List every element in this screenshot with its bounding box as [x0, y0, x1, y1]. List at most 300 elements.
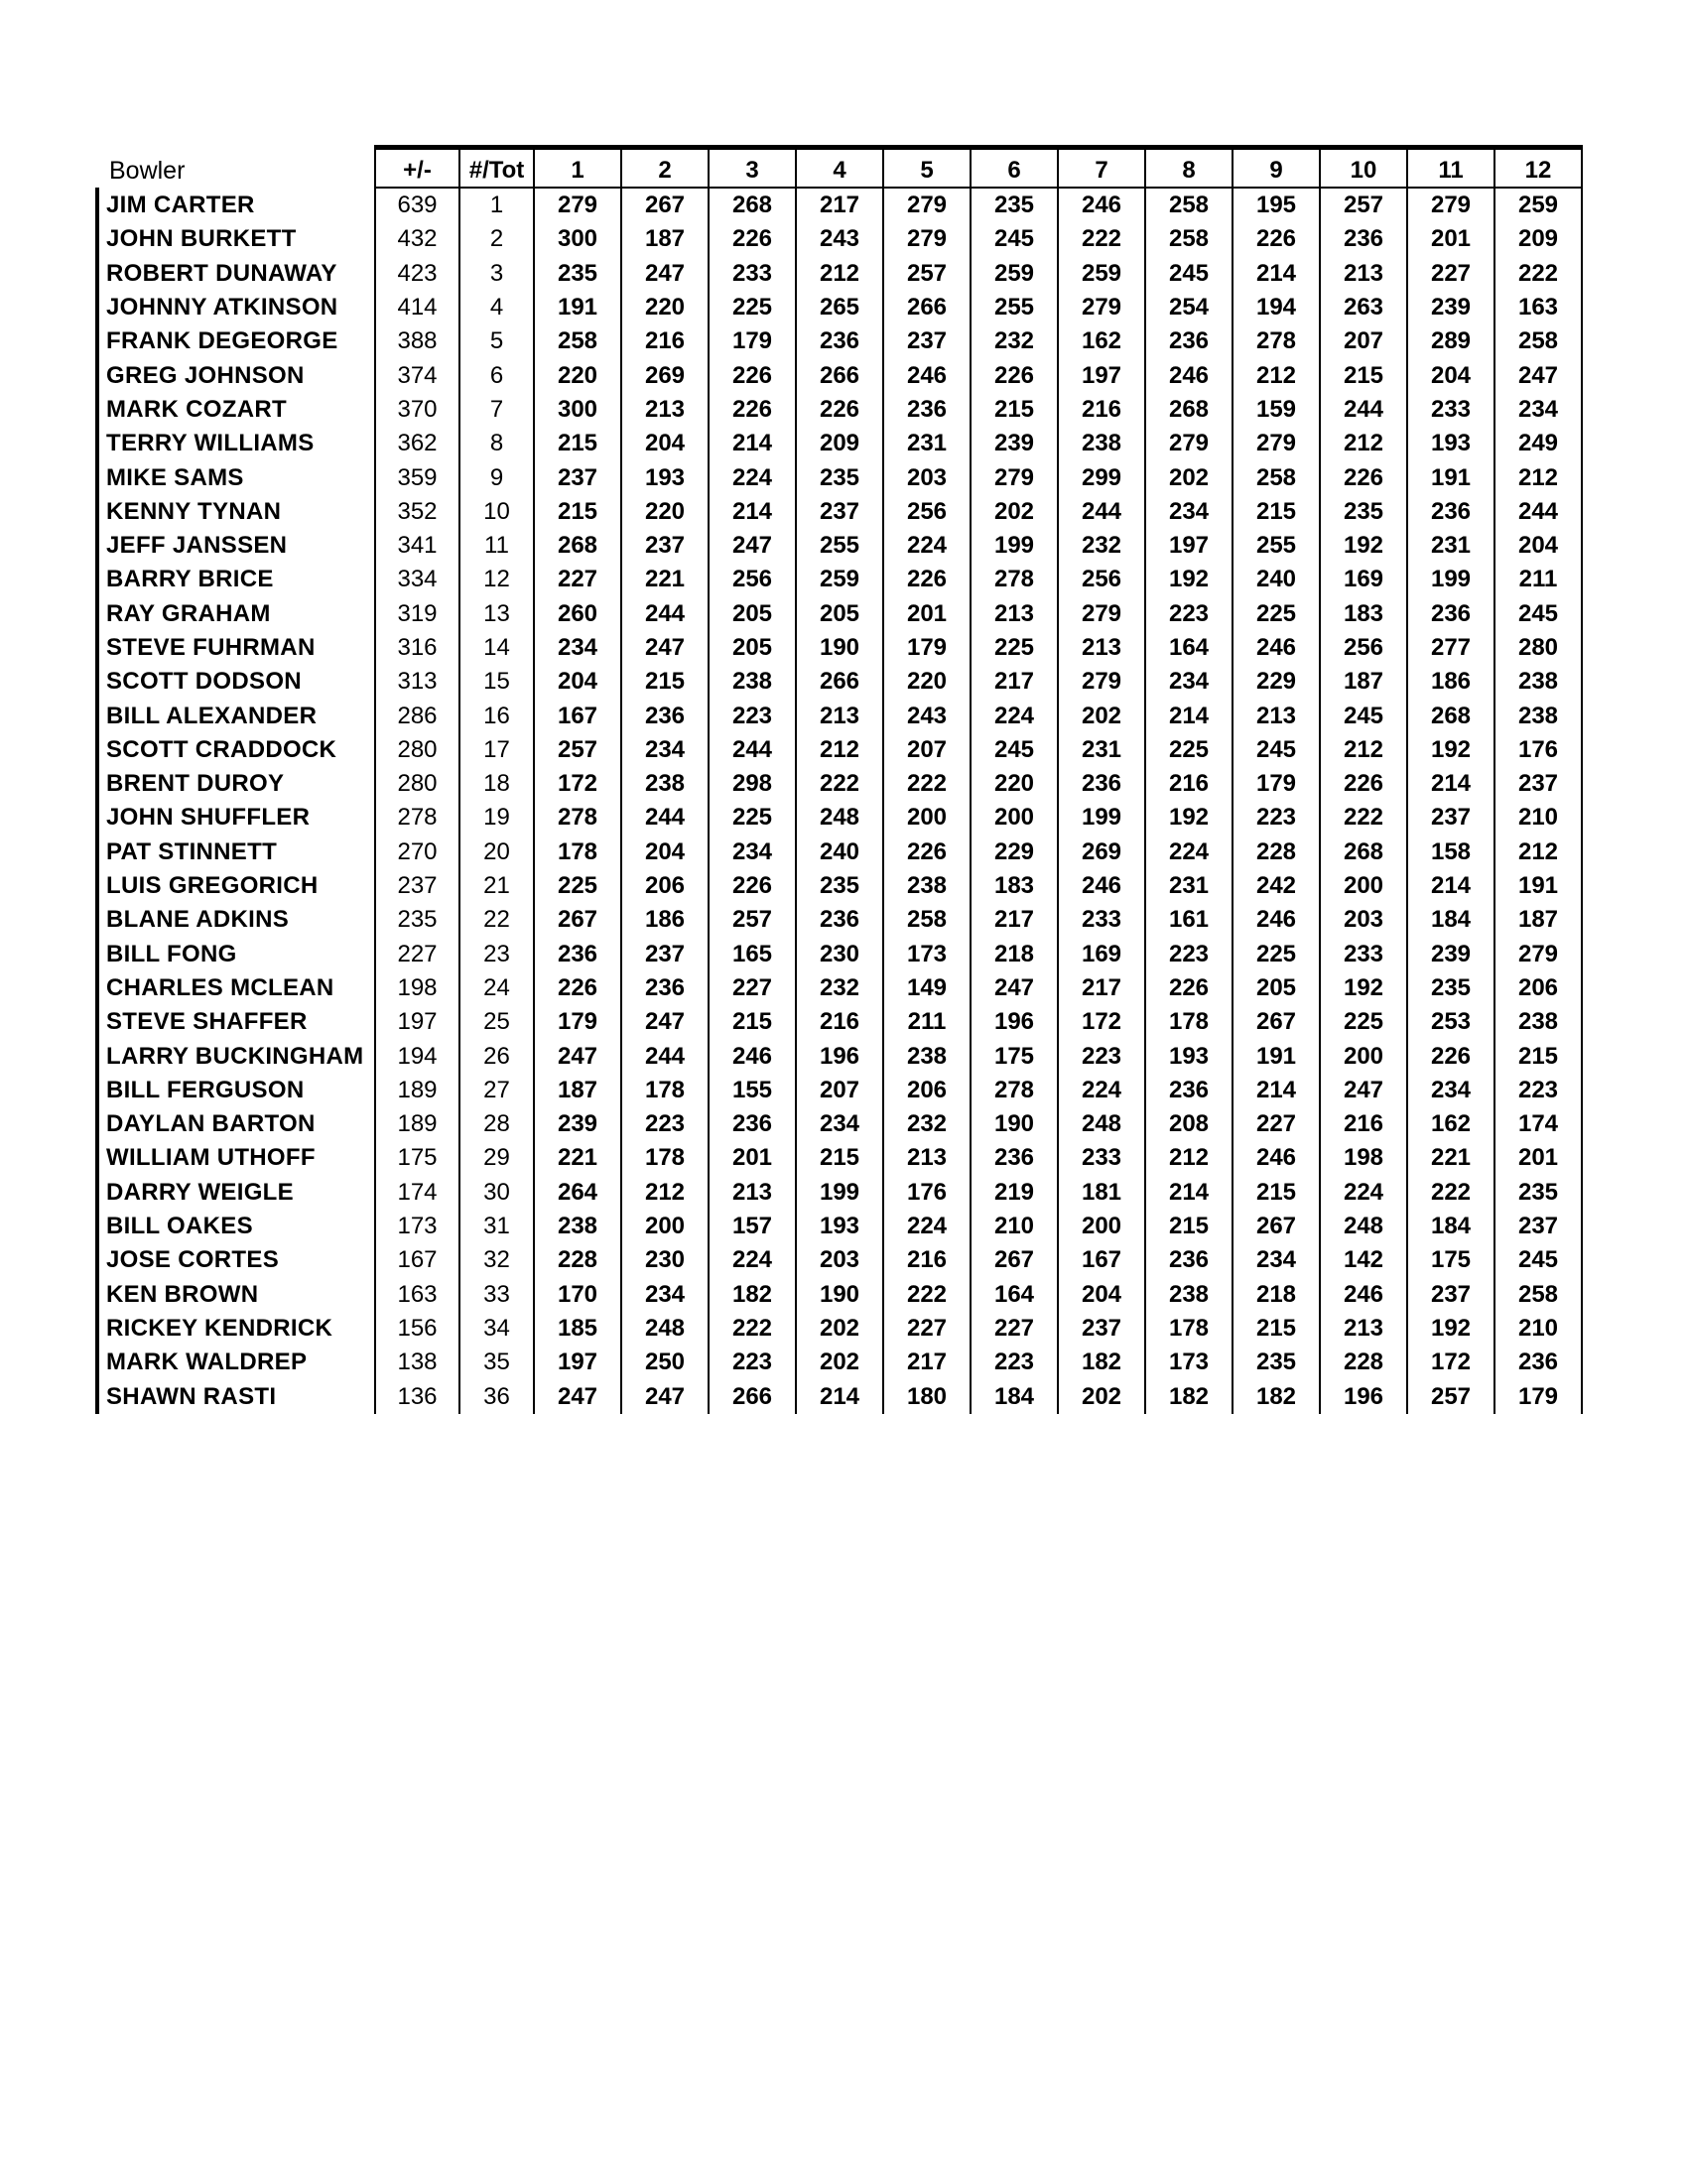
game-score-cell: 279 [1494, 938, 1582, 971]
game-score-cell: 214 [1407, 767, 1494, 801]
game-score-cell: 169 [1058, 938, 1145, 971]
game-score-cell: 226 [709, 393, 796, 427]
game-score-cell: 233 [1320, 938, 1407, 971]
rank-cell: 19 [459, 801, 534, 835]
game-score-cell: 233 [1407, 393, 1494, 427]
game-score-cell: 220 [971, 767, 1058, 801]
game-score-cell: 259 [1494, 188, 1582, 222]
game-score-cell: 212 [796, 733, 883, 767]
game-score-cell: 233 [709, 257, 796, 291]
rank-cell: 11 [459, 529, 534, 563]
table-row [97, 835, 1582, 869]
game-score-cell: 226 [709, 222, 796, 256]
game-score-cell: 258 [1494, 1278, 1582, 1312]
rank-cell: 27 [459, 1074, 534, 1107]
game-score-cell: 258 [883, 903, 971, 937]
game-score-cell: 221 [621, 563, 709, 596]
game-score-cell: 245 [1494, 1243, 1582, 1277]
game-score-cell: 179 [534, 1005, 621, 1039]
game-score-cell: 192 [1145, 563, 1233, 596]
game-score-cell: 234 [1494, 393, 1582, 427]
game-score-cell: 233 [1058, 903, 1145, 937]
game-score-cell: 235 [796, 869, 883, 903]
game-score-cell: 196 [1320, 1379, 1407, 1413]
game-score-cell: 202 [1058, 699, 1145, 732]
game-score-cell: 210 [1494, 1312, 1582, 1346]
game-score-cell: 237 [621, 529, 709, 563]
game-score-cell: 235 [1320, 495, 1407, 529]
game-score-cell: 236 [1145, 1074, 1233, 1107]
bowler-name: DAYLAN BARTON [97, 1107, 375, 1141]
game-score-cell: 217 [971, 665, 1058, 699]
game-score-cell: 215 [971, 393, 1058, 427]
game-score-cell: 222 [1407, 1176, 1494, 1210]
table-row [97, 1074, 1582, 1107]
game-score-cell: 204 [1058, 1278, 1145, 1312]
game-score-cell: 225 [534, 869, 621, 903]
header-game-8: 8 [1145, 148, 1233, 189]
game-score-cell: 236 [621, 971, 709, 1005]
game-score-cell: 217 [1058, 971, 1145, 1005]
game-score-cell: 212 [1320, 427, 1407, 460]
rank-cell: 29 [459, 1141, 534, 1175]
game-score-cell: 162 [1058, 324, 1145, 358]
game-score-cell: 195 [1233, 188, 1320, 222]
rank-cell: 1 [459, 188, 534, 222]
game-score-cell: 191 [1494, 869, 1582, 903]
game-score-cell: 236 [1058, 767, 1145, 801]
game-score-cell: 192 [1407, 733, 1494, 767]
game-score-cell: 205 [709, 597, 796, 631]
plus-minus-cell: 334 [375, 563, 459, 596]
plus-minus-cell: 156 [375, 1312, 459, 1346]
rank-cell: 32 [459, 1243, 534, 1277]
game-score-cell: 244 [621, 801, 709, 835]
game-score-cell: 222 [1320, 801, 1407, 835]
game-score-cell: 217 [883, 1346, 971, 1379]
game-score-cell: 268 [1320, 835, 1407, 869]
game-score-cell: 213 [1320, 257, 1407, 291]
game-score-cell: 231 [1407, 529, 1494, 563]
game-score-cell: 169 [1320, 563, 1407, 596]
game-score-cell: 213 [796, 699, 883, 732]
game-score-cell: 214 [1233, 1074, 1320, 1107]
bowler-name: BILL ALEXANDER [97, 699, 375, 732]
game-score-cell: 237 [1407, 1278, 1494, 1312]
game-score-cell: 162 [1407, 1107, 1494, 1141]
table-row [97, 733, 1582, 767]
bowler-name: JOHN SHUFFLER [97, 801, 375, 835]
game-score-cell: 243 [796, 222, 883, 256]
game-score-cell: 232 [1058, 529, 1145, 563]
bowler-name: LUIS GREGORICH [97, 869, 375, 903]
game-score-cell: 246 [1145, 358, 1233, 392]
table-row [97, 1312, 1582, 1346]
game-score-cell: 196 [971, 1005, 1058, 1039]
game-score-cell: 300 [534, 222, 621, 256]
game-score-cell: 240 [796, 835, 883, 869]
game-score-cell: 246 [1058, 188, 1145, 222]
bowler-name: KENNY TYNAN [97, 495, 375, 529]
game-score-cell: 279 [1233, 427, 1320, 460]
game-score-cell: 247 [1320, 1074, 1407, 1107]
game-score-cell: 237 [1494, 1210, 1582, 1243]
game-score-cell: 216 [1320, 1107, 1407, 1141]
game-score-cell: 180 [883, 1379, 971, 1413]
bowler-name: FRANK DEGEORGE [97, 324, 375, 358]
game-score-cell: 220 [883, 665, 971, 699]
game-score-cell: 214 [1407, 869, 1494, 903]
game-score-cell: 214 [796, 1379, 883, 1413]
game-score-cell: 206 [1494, 971, 1582, 1005]
game-score-cell: 201 [1494, 1141, 1582, 1175]
game-score-cell: 267 [1233, 1210, 1320, 1243]
plus-minus-cell: 316 [375, 631, 459, 665]
game-score-cell: 237 [621, 938, 709, 971]
game-score-cell: 268 [709, 188, 796, 222]
game-score-cell: 265 [796, 291, 883, 324]
game-score-cell: 220 [534, 358, 621, 392]
game-score-cell: 253 [1407, 1005, 1494, 1039]
game-score-cell: 224 [709, 1243, 796, 1277]
header-game-7: 7 [1058, 148, 1145, 189]
plus-minus-cell: 198 [375, 971, 459, 1005]
game-score-cell: 187 [1494, 903, 1582, 937]
plus-minus-cell: 359 [375, 460, 459, 494]
table-row [97, 1210, 1582, 1243]
game-score-cell: 179 [883, 631, 971, 665]
game-score-cell: 164 [1145, 631, 1233, 665]
game-score-cell: 238 [1494, 1005, 1582, 1039]
bowler-name: BILL FONG [97, 938, 375, 971]
game-score-cell: 199 [971, 529, 1058, 563]
game-score-cell: 199 [1058, 801, 1145, 835]
game-score-cell: 203 [1320, 903, 1407, 937]
game-score-cell: 248 [796, 801, 883, 835]
header-game-11: 11 [1407, 148, 1494, 189]
plus-minus-cell: 639 [375, 188, 459, 222]
game-score-cell: 216 [796, 1005, 883, 1039]
table-row [97, 563, 1582, 596]
table-row [97, 393, 1582, 427]
plus-minus-cell: 235 [375, 903, 459, 937]
rank-cell: 20 [459, 835, 534, 869]
game-score-cell: 218 [1233, 1278, 1320, 1312]
game-score-cell: 176 [1494, 733, 1582, 767]
standings-rows [97, 188, 1582, 1414]
game-score-cell: 178 [621, 1074, 709, 1107]
table-row [97, 427, 1582, 460]
game-score-cell: 149 [883, 971, 971, 1005]
game-score-cell: 191 [1407, 460, 1494, 494]
game-score-cell: 184 [971, 1379, 1058, 1413]
game-score-cell: 170 [534, 1278, 621, 1312]
game-score-cell: 238 [883, 869, 971, 903]
game-score-cell: 215 [1145, 1210, 1233, 1243]
game-score-cell: 245 [971, 733, 1058, 767]
table-row [97, 1176, 1582, 1210]
rank-cell: 23 [459, 938, 534, 971]
game-score-cell: 247 [621, 257, 709, 291]
game-score-cell: 212 [621, 1176, 709, 1210]
game-score-cell: 235 [1233, 1346, 1320, 1379]
game-score-cell: 223 [1058, 1039, 1145, 1073]
table-row [97, 767, 1582, 801]
game-score-cell: 279 [1058, 665, 1145, 699]
game-score-cell: 213 [621, 393, 709, 427]
game-score-cell: 193 [1407, 427, 1494, 460]
game-score-cell: 248 [621, 1312, 709, 1346]
game-score-cell: 209 [1494, 222, 1582, 256]
game-score-cell: 264 [534, 1176, 621, 1210]
game-score-cell: 247 [709, 529, 796, 563]
bowler-name: JOHNNY ATKINSON [97, 291, 375, 324]
bowler-name: SCOTT CRADDOCK [97, 733, 375, 767]
game-score-cell: 226 [971, 358, 1058, 392]
game-score-cell: 165 [709, 938, 796, 971]
game-score-cell: 258 [1145, 188, 1233, 222]
game-score-cell: 182 [1233, 1379, 1320, 1413]
game-score-cell: 215 [1233, 1312, 1320, 1346]
rank-cell: 3 [459, 257, 534, 291]
game-score-cell: 228 [534, 1243, 621, 1277]
game-score-cell: 186 [1407, 665, 1494, 699]
game-score-cell: 183 [1320, 597, 1407, 631]
rank-cell: 34 [459, 1312, 534, 1346]
bowler-name: ROBERT DUNAWAY [97, 257, 375, 291]
table-row [97, 801, 1582, 835]
game-score-cell: 205 [709, 631, 796, 665]
game-score-cell: 259 [1058, 257, 1145, 291]
game-score-cell: 216 [1145, 767, 1233, 801]
game-score-cell: 190 [971, 1107, 1058, 1141]
game-score-cell: 224 [1058, 1074, 1145, 1107]
game-score-cell: 159 [1233, 393, 1320, 427]
plus-minus-cell: 352 [375, 495, 459, 529]
game-score-cell: 213 [1320, 1312, 1407, 1346]
game-score-cell: 222 [883, 767, 971, 801]
game-score-cell: 277 [1407, 631, 1494, 665]
game-score-cell: 223 [1494, 1074, 1582, 1107]
standings-table [95, 145, 1583, 1414]
game-score-cell: 248 [1320, 1210, 1407, 1243]
plus-minus-cell: 163 [375, 1278, 459, 1312]
table-row [97, 324, 1582, 358]
game-score-cell: 242 [1233, 869, 1320, 903]
game-score-cell: 223 [709, 1346, 796, 1379]
game-score-cell: 269 [1058, 835, 1145, 869]
game-score-cell: 245 [1494, 597, 1582, 631]
plus-minus-cell: 227 [375, 938, 459, 971]
table-row [97, 1346, 1582, 1379]
game-score-cell: 254 [1145, 291, 1233, 324]
game-score-cell: 227 [1407, 257, 1494, 291]
game-score-cell: 197 [534, 1346, 621, 1379]
game-score-cell: 211 [1494, 563, 1582, 596]
game-score-cell: 193 [1145, 1039, 1233, 1073]
game-score-cell: 203 [796, 1243, 883, 1277]
game-score-cell: 227 [883, 1312, 971, 1346]
bowler-name: JOSE CORTES [97, 1243, 375, 1277]
rank-cell: 21 [459, 869, 534, 903]
header-game-2: 2 [621, 148, 709, 189]
game-score-cell: 260 [534, 597, 621, 631]
game-score-cell: 204 [1494, 529, 1582, 563]
game-score-cell: 227 [709, 971, 796, 1005]
table-row [97, 1107, 1582, 1141]
game-score-cell: 244 [621, 597, 709, 631]
plus-minus-cell: 280 [375, 767, 459, 801]
game-score-cell: 187 [621, 222, 709, 256]
plus-minus-cell: 319 [375, 597, 459, 631]
rank-cell: 17 [459, 733, 534, 767]
game-score-cell: 246 [1320, 1278, 1407, 1312]
game-score-cell: 217 [971, 903, 1058, 937]
game-score-cell: 279 [1058, 291, 1145, 324]
game-score-cell: 248 [1058, 1107, 1145, 1141]
game-score-cell: 247 [534, 1039, 621, 1073]
header-game-9: 9 [1233, 148, 1320, 189]
bowler-name: MIKE SAMS [97, 460, 375, 494]
table-row [97, 971, 1582, 1005]
game-score-cell: 269 [621, 358, 709, 392]
game-score-cell: 226 [1145, 971, 1233, 1005]
game-score-cell: 178 [621, 1141, 709, 1175]
game-score-cell: 190 [796, 631, 883, 665]
table-row [97, 869, 1582, 903]
game-score-cell: 224 [1145, 835, 1233, 869]
plus-minus-cell: 362 [375, 427, 459, 460]
game-score-cell: 179 [709, 324, 796, 358]
game-score-cell: 227 [1233, 1107, 1320, 1141]
game-score-cell: 211 [883, 1005, 971, 1039]
plus-minus-cell: 197 [375, 1005, 459, 1039]
game-score-cell: 259 [971, 257, 1058, 291]
game-score-cell: 279 [971, 460, 1058, 494]
plus-minus-cell: 423 [375, 257, 459, 291]
game-score-cell: 231 [1058, 733, 1145, 767]
game-score-cell: 238 [883, 1039, 971, 1073]
game-score-cell: 214 [1145, 1176, 1233, 1210]
game-score-cell: 183 [971, 869, 1058, 903]
game-score-cell: 237 [1407, 801, 1494, 835]
game-score-cell: 190 [796, 1278, 883, 1312]
header-game-5: 5 [883, 148, 971, 189]
game-score-cell: 213 [709, 1176, 796, 1210]
game-score-cell: 201 [1407, 222, 1494, 256]
table-row [97, 460, 1582, 494]
game-score-cell: 206 [883, 1074, 971, 1107]
plus-minus-cell: 138 [375, 1346, 459, 1379]
game-score-cell: 246 [1058, 869, 1145, 903]
rank-cell: 16 [459, 699, 534, 732]
game-score-cell: 238 [621, 767, 709, 801]
game-score-cell: 267 [1233, 1005, 1320, 1039]
game-score-cell: 212 [1320, 733, 1407, 767]
game-score-cell: 279 [883, 188, 971, 222]
game-score-cell: 226 [1320, 460, 1407, 494]
game-score-cell: 216 [621, 324, 709, 358]
game-score-cell: 280 [1494, 631, 1582, 665]
game-score-cell: 215 [1494, 1039, 1582, 1073]
game-score-cell: 191 [1233, 1039, 1320, 1073]
game-score-cell: 234 [1145, 665, 1233, 699]
game-score-cell: 200 [883, 801, 971, 835]
rank-cell: 30 [459, 1176, 534, 1210]
game-score-cell: 215 [1233, 1176, 1320, 1210]
game-score-cell: 220 [621, 495, 709, 529]
game-score-cell: 216 [1058, 393, 1145, 427]
bowler-name: JEFF JANSSEN [97, 529, 375, 563]
game-score-cell: 213 [1233, 699, 1320, 732]
bowler-name: TERRY WILLIAMS [97, 427, 375, 460]
game-score-cell: 225 [709, 801, 796, 835]
game-score-cell: 239 [1407, 938, 1494, 971]
game-score-cell: 158 [1407, 835, 1494, 869]
game-score-cell: 223 [1233, 801, 1320, 835]
header-game-4: 4 [796, 148, 883, 189]
game-score-cell: 197 [1145, 529, 1233, 563]
table-row [97, 495, 1582, 529]
game-score-cell: 238 [1145, 1278, 1233, 1312]
rank-cell: 33 [459, 1278, 534, 1312]
game-score-cell: 289 [1407, 324, 1494, 358]
game-score-cell: 173 [883, 938, 971, 971]
game-score-cell: 256 [1058, 563, 1145, 596]
game-score-cell: 226 [1233, 222, 1320, 256]
game-score-cell: 231 [1145, 869, 1233, 903]
rank-cell: 6 [459, 358, 534, 392]
game-score-cell: 217 [796, 188, 883, 222]
game-score-cell: 238 [1058, 427, 1145, 460]
header-game-3: 3 [709, 148, 796, 189]
game-score-cell: 235 [971, 188, 1058, 222]
game-score-cell: 249 [1494, 427, 1582, 460]
bowler-name: BARRY BRICE [97, 563, 375, 596]
header-rank: #/Tot [459, 148, 534, 189]
game-score-cell: 207 [1320, 324, 1407, 358]
rank-cell: 14 [459, 631, 534, 665]
plus-minus-cell: 175 [375, 1141, 459, 1175]
game-score-cell: 268 [534, 529, 621, 563]
header-game-10: 10 [1320, 148, 1407, 189]
table-row [97, 938, 1582, 971]
game-score-cell: 185 [534, 1312, 621, 1346]
game-score-cell: 181 [1058, 1176, 1145, 1210]
rank-cell: 15 [459, 665, 534, 699]
game-score-cell: 234 [534, 631, 621, 665]
game-score-cell: 236 [534, 938, 621, 971]
game-score-cell: 179 [1494, 1379, 1582, 1413]
game-score-cell: 198 [1320, 1141, 1407, 1175]
game-score-cell: 199 [1407, 563, 1494, 596]
game-score-cell: 215 [796, 1141, 883, 1175]
game-score-cell: 207 [883, 733, 971, 767]
game-score-cell: 175 [971, 1039, 1058, 1073]
game-score-cell: 258 [1145, 222, 1233, 256]
game-score-cell: 222 [796, 767, 883, 801]
game-score-cell: 226 [883, 835, 971, 869]
game-score-cell: 193 [796, 1210, 883, 1243]
game-score-cell: 247 [534, 1379, 621, 1413]
game-score-cell: 223 [1145, 597, 1233, 631]
game-score-cell: 244 [1494, 495, 1582, 529]
game-score-cell: 215 [534, 427, 621, 460]
game-score-cell: 215 [621, 665, 709, 699]
game-score-cell: 234 [1407, 1074, 1494, 1107]
game-score-cell: 266 [796, 665, 883, 699]
game-score-cell: 210 [971, 1210, 1058, 1243]
